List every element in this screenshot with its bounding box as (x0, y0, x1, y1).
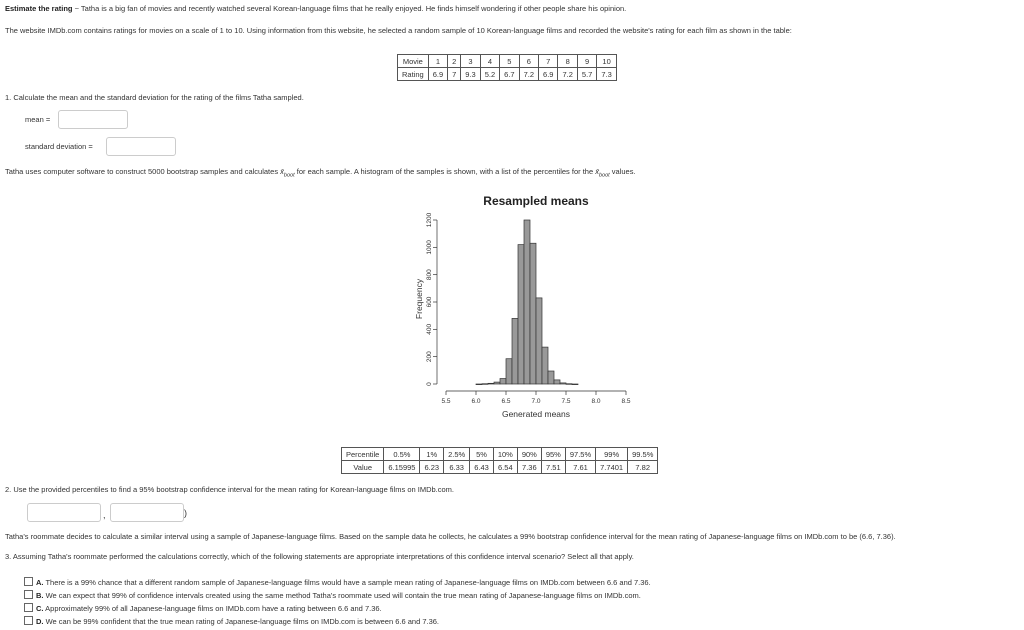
movie-cell: 6 (519, 55, 538, 68)
histogram-bar (500, 379, 506, 384)
chart-title: Resampled means (483, 194, 589, 208)
checkbox-c[interactable] (24, 603, 33, 612)
xboot-symbol: $x̄_{boot}$ (595, 167, 610, 179)
y-tick-label: 1000 (426, 240, 433, 255)
histogram-bar (482, 384, 488, 385)
option-letter: A. (36, 578, 44, 587)
x-tick-label: 6.5 (501, 398, 511, 405)
movie-cell: 7 (539, 55, 558, 68)
q1-prompt: 1. Calculate the mean and the standard deviation for the rating of the films Tatha sampled. (5, 93, 304, 102)
ci-lower-input[interactable] (27, 503, 101, 522)
rating-cell: 6.7 (500, 68, 519, 81)
option-a[interactable] (24, 577, 651, 587)
movie-cell: 9 (577, 55, 596, 68)
rating-cell: 7.2 (558, 68, 577, 81)
histogram-bar (494, 382, 500, 384)
option-c[interactable] (24, 603, 382, 613)
option-text: We can expect that 99% of confidence intervals created using the same method Tatha's roommate used will contain the true mean rating of Japanese-language films on IMDb.com. (43, 591, 641, 600)
movie-cell: 10 (597, 55, 616, 68)
y-axis-label: Frequency (414, 278, 424, 320)
x-tick-label: 8.0 (591, 398, 601, 405)
bootstrap-text (5, 167, 636, 179)
value-cell: 7.7401 (596, 461, 628, 474)
rating-cell: 6.9 (428, 68, 447, 81)
option-letter: D. (36, 617, 44, 626)
rating-row (398, 68, 617, 81)
movie-row-label: Movie (398, 55, 429, 68)
y-tick-label: 0 (426, 382, 433, 386)
rating-cell: 9.3 (461, 68, 480, 81)
x-tick-label: 7.0 (531, 398, 541, 405)
option-letter: C. (36, 604, 44, 613)
percentile-cell: 99.5% (628, 448, 658, 461)
option-b[interactable] (24, 590, 641, 600)
option-d[interactable] (24, 616, 439, 626)
header-line (5, 4, 626, 13)
bootstrap-text-end: values. (611, 167, 636, 176)
option-text: There is a 99% chance that a different random sample of Japanese-language films would have a sample mean rating of Japanese-language films on IMDb.com between 6.6 and 7.36. (43, 578, 651, 587)
histogram-bar (488, 383, 494, 384)
value-cell: 6.33 (444, 461, 470, 474)
movie-row (398, 55, 617, 68)
percentile-cell: 1% (420, 448, 444, 461)
histogram-bar (542, 347, 548, 384)
y-tick-label: 800 (426, 269, 433, 281)
bootstrap-text-start: Tatha uses computer software to construct 5000 bootstrap samples and calculates (5, 167, 279, 176)
roommate-text: Tatha's roommate decides to calculate a similar interval using a sample of Japanese-language films. Based on the sample data he collects, he calculates a 99% bootstrap confidence interval for the mean rating of Japanese-language films on IMDb.com to be (6.6, 7.36). (5, 532, 896, 541)
value-row-label: Value (342, 461, 384, 474)
value-cell: 6.54 (493, 461, 517, 474)
percentile-cell: 97.5% (565, 448, 595, 461)
histogram-bar (512, 318, 518, 384)
bars-group (476, 220, 578, 385)
histogram-chart (395, 185, 675, 425)
movie-cell: 4 (480, 55, 499, 68)
movie-cell: 1 (428, 55, 447, 68)
option-text: We can be 99% confident that the true mean rating of Japanese-language films on IMDb.com is between 6.6 and 7.36. (43, 617, 440, 626)
percentile-cell: 99% (596, 448, 628, 461)
xboot-symbol: $x̄_{boot}$ (280, 167, 295, 179)
y-tick-label: 400 (426, 323, 433, 335)
histogram-bar (476, 384, 482, 385)
percentile-cell: 0.5% (384, 448, 420, 461)
percentile-row-label: Percentile (342, 448, 384, 461)
percentile-row (342, 448, 658, 461)
value-cell: 6.43 (470, 461, 494, 474)
percentile-cell: 95% (541, 448, 565, 461)
movie-cell: 2 (448, 55, 461, 68)
y-tick-label: 600 (426, 296, 433, 308)
value-cell: 7.36 (517, 461, 541, 474)
value-row (342, 461, 658, 474)
checkbox-a[interactable] (24, 577, 33, 586)
movie-cell: 5 (500, 55, 519, 68)
percentile-cell: 10% (493, 448, 517, 461)
checkbox-b[interactable] (24, 590, 33, 599)
histogram-bar (506, 359, 512, 384)
histogram-bar (566, 384, 572, 385)
histogram-bar (524, 220, 530, 384)
q3-prompt: 3. Assuming Tatha's roommate performed the calculations correctly, which of the following statements are appropriate interpretations of this confidence interval scenario? Select all that apply. (5, 552, 634, 561)
movie-cell: 8 (558, 55, 577, 68)
histogram-bar (572, 384, 578, 385)
bootstrap-text-mid: for each sample. A histogram of the samples is shown, with a list of the percentiles for the (296, 167, 594, 176)
x-tick-label: 5.5 (441, 398, 451, 405)
option-text: Approximately 99% of all Japanese-language films on IMDb.com have a rating between 6.6 and 7.36. (43, 604, 382, 613)
mean-input[interactable] (58, 110, 128, 129)
value-cell: 7.51 (541, 461, 565, 474)
histogram-bar (560, 383, 566, 384)
rating-cell: 5.7 (577, 68, 596, 81)
context-text: The website IMDb.com contains ratings for movies on a scale of 1 to 10. Using information from this website, he selected a random sample of 10 Korean-language films and recorded the website's rating for each film as shown in the table: (5, 26, 792, 35)
ratings-table (397, 54, 617, 81)
histogram-bar (554, 380, 560, 384)
x-tick-label: 7.5 (561, 398, 571, 405)
intro-text: ~ Tatha is a big fan of movies and recently watched several Korean-language films that he really enjoyed. He finds himself wondering if other people share his opinion. (72, 4, 627, 13)
x-tick-label: 8.5 (621, 398, 631, 405)
value-cell: 6.23 (420, 461, 444, 474)
close-paren: ) (184, 508, 187, 518)
q2-prompt: 2. Use the provided percentiles to find a 95% bootstrap confidence interval for the mean rating for Korean-language films on IMDb.com. (5, 485, 454, 494)
percentile-cell: 5% (470, 448, 494, 461)
mean-label: mean = (25, 115, 51, 124)
histogram-bar (548, 371, 554, 384)
x-tick-label: 6.0 (471, 398, 481, 405)
rating-cell: 7 (448, 68, 461, 81)
percentile-cell: 90% (517, 448, 541, 461)
percentile-table (341, 447, 658, 474)
checkbox-d[interactable] (24, 616, 33, 625)
rating-cell: 5.2 (480, 68, 499, 81)
y-tick-label: 200 (426, 351, 433, 363)
movie-cell: 3 (461, 55, 480, 68)
histogram-bar (536, 298, 542, 384)
histogram-bar (530, 243, 536, 384)
value-cell: 7.61 (565, 461, 595, 474)
sd-label: standard deviation = (25, 142, 93, 151)
rating-row-label: Rating (398, 68, 429, 81)
rating-cell: 7.3 (597, 68, 616, 81)
ci-upper-input[interactable] (110, 503, 184, 522)
percentile-cell: 2.5% (444, 448, 470, 461)
histogram-bar (518, 245, 524, 384)
sd-input[interactable] (106, 137, 176, 156)
y-tick-label: 1200 (426, 212, 433, 228)
rating-cell: 7.2 (519, 68, 538, 81)
value-cell: 7.82 (628, 461, 658, 474)
option-letter: B. (36, 591, 44, 600)
value-cell: 6.15995 (384, 461, 420, 474)
page-title: Estimate the rating (5, 4, 73, 13)
comma: , (103, 510, 106, 520)
rating-cell: 6.9 (539, 68, 558, 81)
x-axis-label: Generated means (501, 409, 571, 419)
